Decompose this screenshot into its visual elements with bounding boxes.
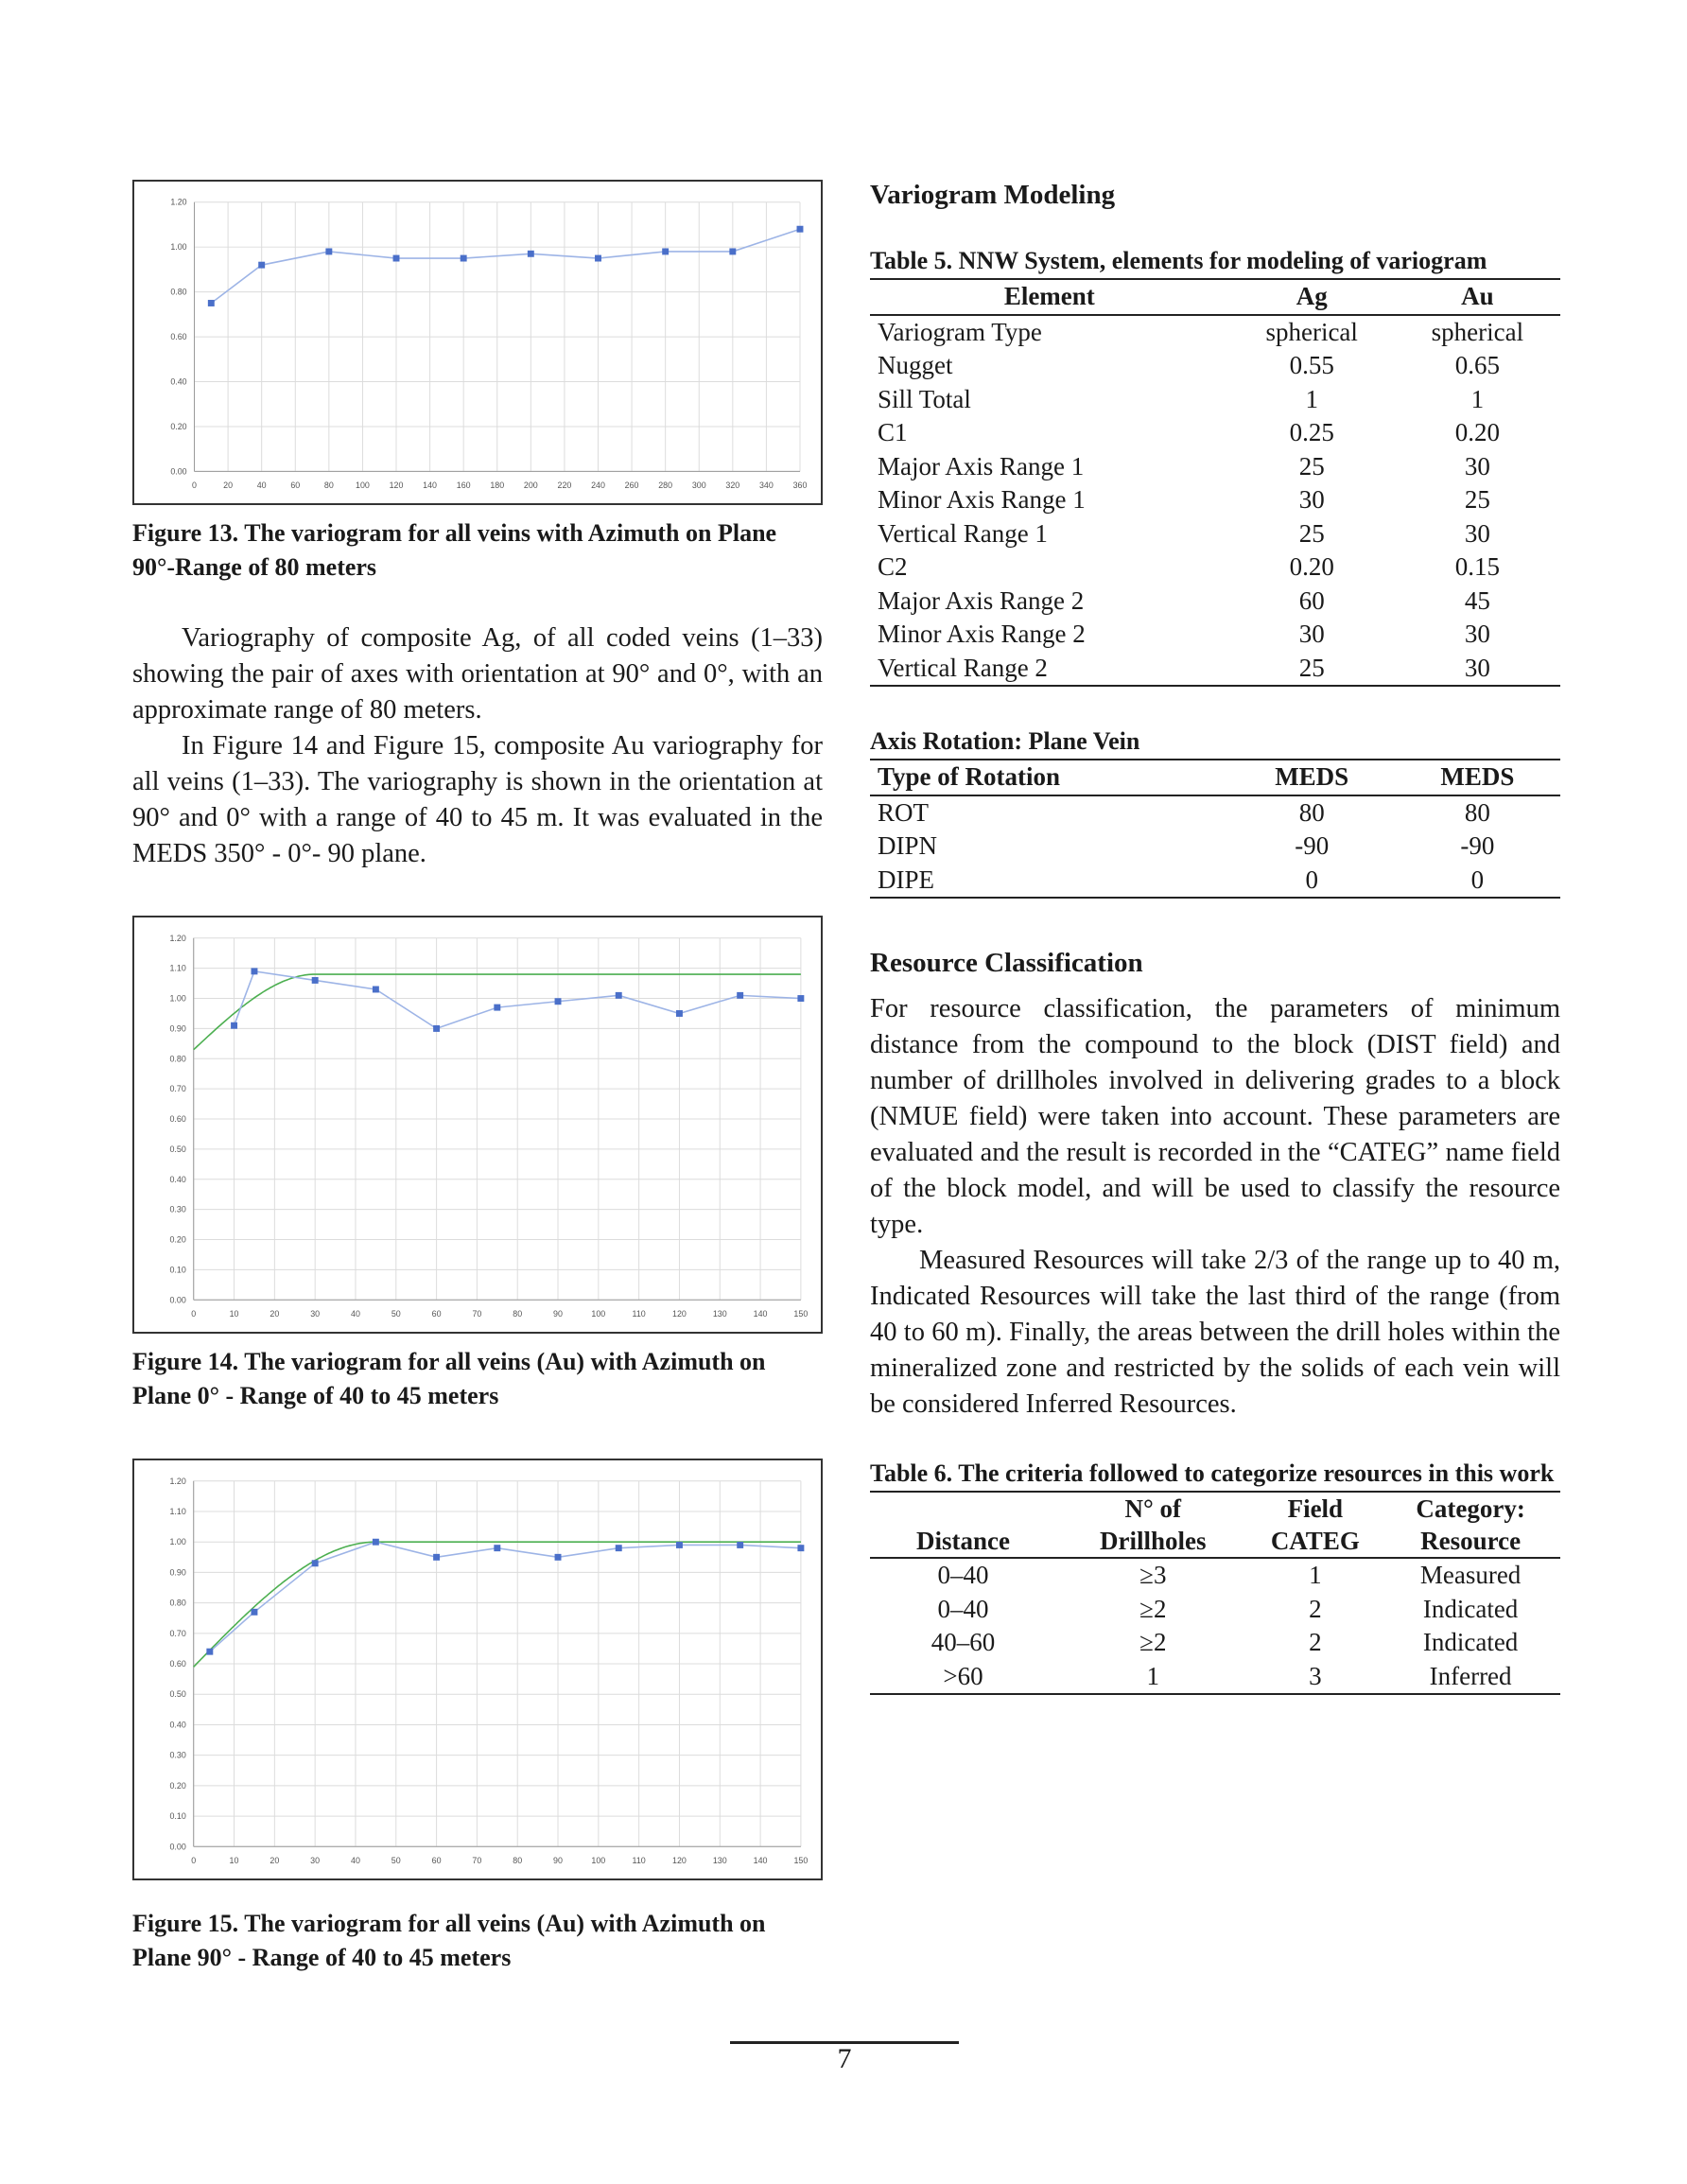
table5-row-cell: Minor Axis Range 1	[878, 485, 1086, 514]
data-point	[258, 262, 265, 269]
x-tick-label: 40	[351, 1309, 360, 1319]
table6-caption: Table 6. The criteria followed to categorize resources in this work	[870, 1459, 1555, 1487]
y-tick-label: 0.10	[169, 1811, 186, 1822]
x-tick-label: 10	[229, 1856, 239, 1866]
table5-header-ag: Ag	[1229, 279, 1395, 315]
variogram-modeling-heading: Variogram Modeling	[870, 180, 1116, 210]
table5-row-cell: 25	[1229, 652, 1395, 687]
table6-body	[870, 1558, 1560, 1694]
table5-header-au: Au	[1395, 279, 1560, 315]
table6-row-cell: Inferred	[1381, 1660, 1560, 1695]
table5-row	[870, 315, 1560, 350]
table5-row-cell: spherical	[1431, 317, 1524, 346]
x-tick-label: 280	[658, 480, 673, 491]
x-tick-label: 100	[591, 1856, 606, 1866]
y-tick-label: 1.10	[169, 963, 186, 973]
x-tick-label: 110	[632, 1856, 646, 1866]
y-tick-label: 0.30	[169, 1204, 186, 1214]
x-tick-label: 50	[391, 1856, 401, 1866]
x-tick-label: 90	[553, 1856, 563, 1866]
x-tick-label: 0	[192, 480, 197, 491]
y-tick-label: 0.40	[170, 376, 187, 387]
table5-row-cell: 45	[1464, 585, 1490, 615]
x-tick-label: 150	[793, 1856, 809, 1866]
table6-row-cell: 1	[1309, 1561, 1322, 1589]
table6-row-cell: 40–60	[930, 1628, 996, 1656]
x-tick-label: 200	[523, 480, 538, 491]
x-tick-label: 30	[310, 1309, 321, 1319]
table5-row	[870, 550, 1560, 585]
x-tick-label: 80	[513, 1309, 523, 1319]
data-point	[662, 248, 669, 254]
table6-row-cell: 2	[1309, 1628, 1322, 1656]
x-tick-label: 70	[472, 1309, 482, 1319]
table6-row	[870, 1660, 1560, 1695]
x-tick-label: 130	[712, 1309, 727, 1319]
axis-rotation-caption: Axis Rotation: Plane Vein	[870, 727, 1140, 755]
x-tick-label: 260	[624, 480, 639, 491]
table5-row	[870, 618, 1560, 652]
figure-13-text: The variogram for all veins with Azimuth on Plane 90°-Range of 80 meters	[132, 519, 777, 581]
table6-row-cell: Measured	[1419, 1561, 1522, 1589]
table6-header-drillholes: Drillholes	[1056, 1525, 1249, 1558]
x-tick-label: 90	[553, 1309, 563, 1319]
x-tick-label: 360	[792, 480, 808, 491]
figure-13-chart	[134, 182, 821, 503]
axis-rotation-row	[870, 864, 1560, 899]
table5-row-cell: 0.20	[1289, 552, 1334, 581]
table6-row-cell: 1	[1056, 1660, 1249, 1695]
y-tick-label: 0.40	[169, 1174, 186, 1184]
table5-row-cell: Vertical Range 1	[878, 518, 1048, 548]
table5-row-cell: Variogram Type	[878, 317, 1042, 346]
table6-header-categ: CATEG	[1249, 1525, 1381, 1558]
axis-rotation-header-type: Type of Rotation	[870, 760, 1229, 795]
y-tick-label: 0.00	[170, 466, 187, 477]
table6-row	[870, 1558, 1560, 1593]
y-tick-label: 0.30	[169, 1750, 186, 1760]
table5-row-cell: 0.25	[1289, 418, 1334, 446]
table6-header-top-1: N° of	[1056, 1492, 1249, 1525]
figure-15-label: Figure 15.	[132, 1910, 239, 1937]
page-number: 7	[837, 2043, 852, 2074]
x-tick-label: 320	[725, 480, 740, 491]
y-tick-label: 1.20	[170, 197, 187, 207]
table5-row-cell: 0.15	[1454, 552, 1501, 581]
data-point	[251, 1609, 257, 1616]
y-tick-label: 0.00	[169, 1842, 186, 1852]
figure-15-text: The variogram for all veins (Au) with Azimuth on Plane 90° - Range of 40 to 45 meters	[132, 1910, 766, 1971]
data-point	[729, 248, 736, 254]
y-tick-label: 0.70	[169, 1084, 186, 1094]
table5-caption: Table 5. NNW System, elements for modeling of variogram	[870, 247, 1487, 274]
x-tick-label: 100	[356, 480, 370, 491]
table5-row	[870, 349, 1560, 383]
table5-row-cell: 25	[1298, 518, 1325, 548]
figure-13-caption	[132, 516, 823, 585]
axis-rotation-row-cell: 80	[1298, 797, 1325, 827]
data-point	[312, 977, 319, 984]
table5-row-cell: 0.55	[1289, 351, 1334, 379]
table5-row-cell: 30	[1464, 518, 1490, 548]
y-tick-label: 1.20	[169, 1476, 186, 1486]
table5-row-cell: Nugget	[878, 351, 953, 379]
figure-13-frame	[132, 180, 823, 505]
table6-header-top-0	[870, 1492, 1056, 1525]
table5-row-cell: 25	[1298, 451, 1325, 480]
data-point	[208, 300, 215, 306]
x-tick-label: 0	[191, 1309, 197, 1319]
table6-header-top-2: Field	[1249, 1492, 1381, 1525]
axis-rotation-row-cell: DIPN	[878, 831, 938, 860]
table5-row-cell: Sill Total	[878, 384, 971, 413]
paragraph-resource-categories: Measured Resources will take 2/3 of the range up to 40 m, Indicated Resources will take the last third of the range (from 40 to 60 m). Finally, the areas between the drill holes within the mineralized zone and restricted by the solids of each vein will be considered Inferred Resources.	[870, 1246, 1560, 1419]
series-line	[210, 1542, 801, 1651]
x-tick-label: 120	[389, 480, 404, 491]
y-tick-label: 1.00	[169, 1537, 186, 1547]
table5-row	[870, 483, 1560, 517]
table5-row-cell: Major Axis Range 2	[878, 585, 1085, 615]
model-curve	[194, 974, 801, 1050]
table6-row-cell: 2	[1309, 1594, 1322, 1623]
data-point	[251, 968, 257, 974]
data-point	[373, 987, 379, 993]
table6-header-resource: Resource	[1381, 1525, 1560, 1558]
left-column	[132, 180, 823, 1975]
x-tick-label: 300	[691, 480, 706, 491]
resource-classification-heading: Resource Classification	[870, 948, 1143, 978]
axis-rotation-row-cell: DIPE	[870, 864, 1229, 899]
y-tick-label: 0.90	[169, 1567, 186, 1578]
table5-row	[870, 450, 1560, 484]
y-tick-label: 0.50	[169, 1144, 186, 1154]
data-point	[433, 1554, 440, 1561]
x-tick-label: 0	[191, 1856, 197, 1866]
x-tick-label: 100	[591, 1309, 606, 1319]
y-tick-label: 1.10	[169, 1506, 186, 1516]
x-tick-label: 120	[672, 1856, 687, 1866]
table5-row-cell: 30	[1464, 451, 1490, 480]
data-point	[461, 255, 467, 262]
table6-row-cell: Indicated	[1422, 1628, 1519, 1656]
data-point	[325, 248, 332, 254]
x-tick-label: 60	[290, 480, 301, 491]
figure-14-text: The variogram for all veins (Au) with Azimuth on Plane 0° - Range of 40 to 45 meters	[132, 1348, 766, 1409]
y-tick-label: 0.40	[169, 1720, 186, 1730]
figure-14-label: Figure 14.	[132, 1348, 239, 1375]
y-tick-label: 0.50	[169, 1689, 186, 1700]
x-tick-label: 40	[351, 1856, 360, 1866]
x-tick-label: 140	[423, 480, 437, 491]
x-tick-label: 180	[490, 480, 505, 491]
data-point	[555, 1554, 562, 1561]
paragraph-resource-params: For resource classification, the parameters of minimum distance from the compound to the block (DIST field) and number of drillholes involved in delivering grades to a block (NMUE field) were taken into account. These parameters are evaluated and the result is recorded in the “CATEG” name field of the block model, and will be used to classify the resource type.	[870, 994, 1560, 1239]
axis-rotation-row-cell: ROT	[878, 797, 929, 827]
right-column	[870, 176, 1560, 1695]
axis-rotation-row	[870, 830, 1560, 864]
x-tick-label: 80	[323, 480, 334, 491]
data-point	[393, 255, 400, 262]
x-tick-label: 240	[591, 480, 605, 491]
axis-rotation-row-cell: 80	[1464, 797, 1490, 827]
table5-row-cell: C2	[878, 552, 908, 581]
data-point	[494, 1545, 500, 1551]
y-tick-label: 0.80	[169, 1054, 186, 1064]
data-point	[676, 1010, 683, 1017]
table5-row-cell: 0.20	[1454, 418, 1501, 446]
x-tick-label: 140	[753, 1856, 768, 1866]
figure-14-frame	[132, 916, 823, 1334]
y-tick-label: 0.20	[170, 421, 187, 431]
table6-row	[870, 1626, 1560, 1660]
data-point	[373, 1539, 379, 1546]
axis-rotation-row-cell: -90	[1295, 831, 1330, 860]
table6-header-distance: Distance	[870, 1525, 1056, 1558]
x-tick-label: 40	[256, 480, 267, 491]
figure-15-chart	[134, 1460, 821, 1878]
x-tick-label: 130	[712, 1856, 727, 1866]
table6-row-cell: >60	[870, 1660, 1056, 1695]
data-point	[595, 255, 601, 262]
x-tick-label: 120	[672, 1309, 687, 1319]
table5-row-cell: 30	[1464, 620, 1490, 648]
x-tick-label: 140	[753, 1309, 768, 1319]
axis-rotation-table	[870, 759, 1560, 899]
figure-15-caption	[132, 1907, 823, 1975]
table5-row-cell: C1	[878, 418, 908, 446]
table5-row-cell: Minor Axis Range 2	[878, 620, 1086, 648]
table5-row	[870, 383, 1560, 417]
data-point	[797, 1545, 804, 1551]
figure-14-chart	[134, 917, 821, 1332]
axis-rotation-row	[870, 795, 1560, 830]
data-point	[231, 1022, 237, 1029]
x-tick-label: 60	[431, 1309, 442, 1319]
table6-row-cell: ≥2	[1139, 1594, 1167, 1623]
table6-row-cell: 0–40	[937, 1594, 989, 1623]
table5-row-cell: 30	[1395, 652, 1560, 687]
model-curve	[194, 1542, 801, 1667]
y-tick-label: 1.20	[169, 933, 186, 943]
table5-row-cell: spherical	[1265, 317, 1358, 346]
table5-row-cell: 60	[1298, 585, 1325, 615]
table5-body	[870, 315, 1560, 687]
table5	[870, 278, 1560, 687]
y-tick-label: 0.20	[169, 1780, 186, 1791]
y-tick-label: 0.70	[169, 1628, 186, 1638]
y-tick-label: 0.90	[169, 1023, 186, 1034]
figure-15-frame	[132, 1459, 823, 1880]
y-tick-label: 0.20	[169, 1234, 186, 1245]
data-point	[433, 1025, 440, 1032]
y-tick-label: 0.10	[169, 1265, 186, 1275]
data-point	[206, 1649, 213, 1655]
y-tick-label: 0.80	[170, 287, 187, 297]
table5-row-cell: 1	[1305, 384, 1318, 413]
data-point	[312, 1560, 319, 1566]
table5-row	[870, 517, 1560, 551]
axis-rotation-body	[870, 795, 1560, 899]
x-tick-label: 60	[431, 1856, 442, 1866]
axis-rotation-header-meds-1: MEDS	[1229, 760, 1395, 795]
paragraph-variography-au: In Figure 14 and Figure 15, composite Au variography for all veins (1–33). The variography is shown in the orientation at 90° and 0° with a range of 40 to 45 m. It was evaluated in the MEDS 350° - 0°- 90 plane.	[132, 731, 823, 868]
x-tick-label: 30	[310, 1856, 321, 1866]
x-tick-label: 220	[557, 480, 572, 491]
table5-header-element: Element	[870, 279, 1229, 315]
table5-row	[870, 416, 1560, 450]
axis-rotation-header-meds-2: MEDS	[1395, 760, 1560, 795]
figure-13-label: Figure 13.	[132, 519, 239, 547]
data-point	[797, 226, 804, 233]
data-point	[528, 251, 534, 257]
data-point	[797, 995, 804, 1002]
table5-row-cell: 1	[1470, 384, 1485, 413]
table5-row-cell: Vertical Range 2	[870, 652, 1229, 687]
y-tick-label: 1.00	[169, 993, 186, 1004]
data-point	[737, 992, 743, 999]
table6	[870, 1491, 1560, 1695]
table6-row-cell: ≥3	[1139, 1561, 1167, 1589]
x-tick-label: 340	[759, 480, 774, 491]
figure-14-caption	[132, 1345, 823, 1413]
table6-row-cell: 3	[1249, 1660, 1381, 1695]
x-tick-label: 110	[632, 1309, 646, 1319]
table5-row-cell: 30	[1298, 620, 1325, 648]
x-tick-label: 70	[472, 1856, 482, 1866]
y-tick-label: 0.60	[169, 1114, 186, 1125]
axis-rotation-row-cell: -90	[1460, 831, 1495, 860]
data-point	[616, 992, 622, 999]
x-tick-label: 80	[513, 1856, 523, 1866]
paragraph-variography-ag: Variography of composite Ag, of all coded veins (1–33) showing the pair of axes with orientation at 90° and 0°, with an approximate range of 80 meters.	[132, 623, 823, 725]
data-point	[555, 998, 562, 1005]
x-tick-label: 20	[223, 480, 234, 491]
y-tick-label: 0.60	[169, 1659, 186, 1669]
x-tick-label: 50	[391, 1309, 401, 1319]
table5-row-cell: Major Axis Range 1	[878, 451, 1085, 480]
axis-rotation-row-cell: 0	[1395, 864, 1560, 899]
x-tick-label: 10	[229, 1309, 239, 1319]
x-tick-label: 20	[270, 1856, 280, 1866]
y-tick-label: 0.60	[170, 332, 187, 342]
table5-row-cell: 25	[1464, 485, 1490, 514]
y-tick-label: 0.00	[169, 1295, 186, 1305]
table5-row-cell: 30	[1298, 485, 1325, 514]
table6-row	[870, 1593, 1560, 1627]
axis-rotation-row-cell: 0	[1229, 864, 1395, 899]
y-tick-label: 1.00	[170, 242, 187, 253]
table6-row-cell: ≥2	[1139, 1628, 1167, 1656]
data-point	[616, 1545, 622, 1551]
x-tick-label: 20	[270, 1309, 280, 1319]
data-point	[494, 1005, 500, 1011]
y-tick-label: 0.80	[169, 1598, 186, 1608]
table5-row	[870, 652, 1560, 687]
table5-row	[870, 585, 1560, 619]
x-tick-label: 150	[793, 1309, 809, 1319]
x-tick-label: 160	[456, 480, 471, 491]
data-point	[676, 1542, 683, 1548]
data-point	[737, 1542, 743, 1548]
table6-row-cell: 0–40	[937, 1561, 989, 1589]
table5-row-cell: 0.65	[1454, 351, 1501, 379]
table6-row-cell: Indicated	[1422, 1594, 1519, 1623]
table6-header-top-3: Category:	[1381, 1492, 1560, 1525]
